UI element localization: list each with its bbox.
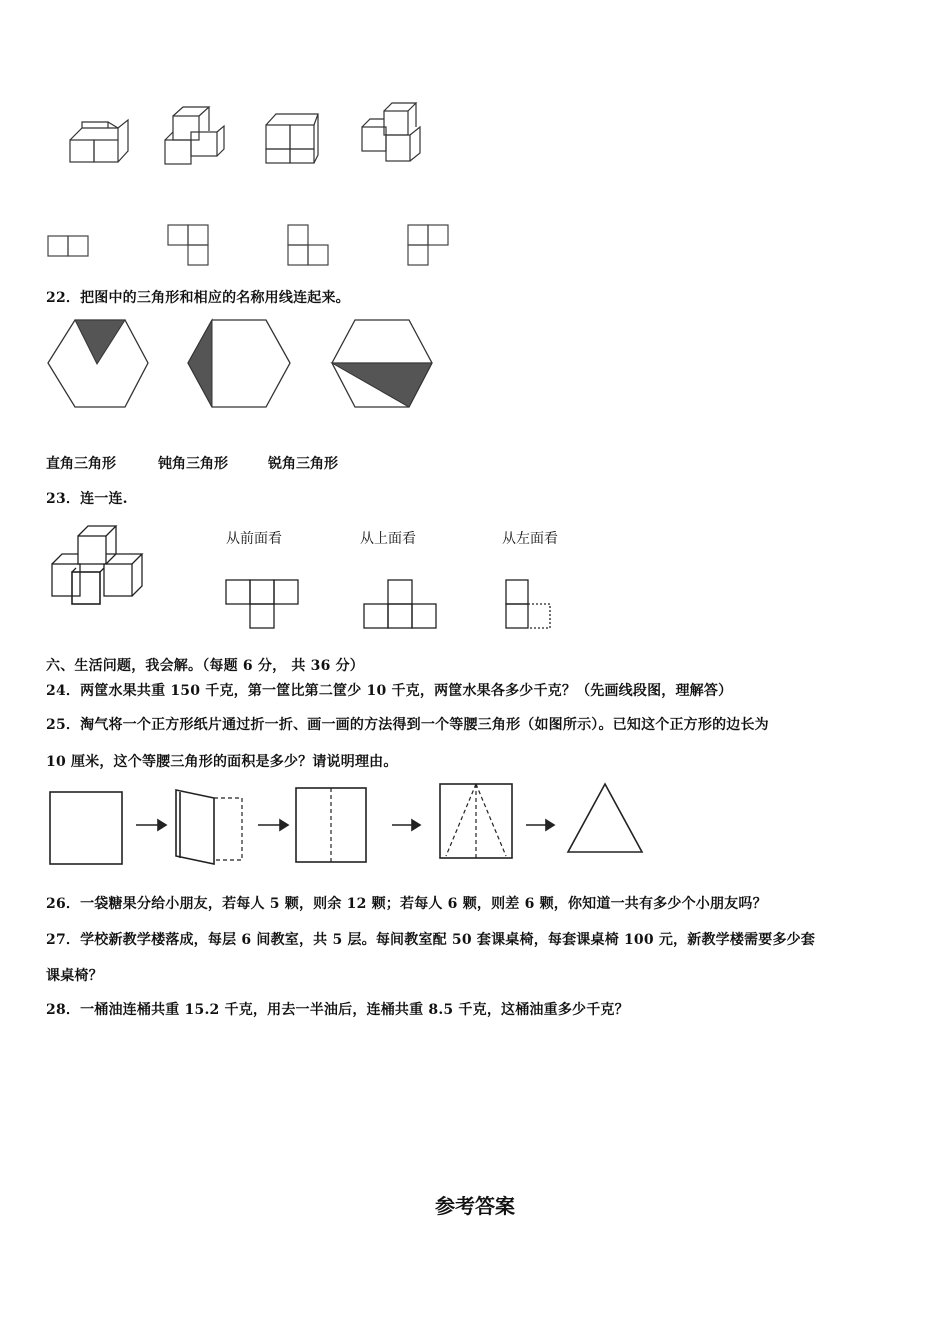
hexagon-2 (188, 320, 290, 407)
cube-figures-row (0, 95, 950, 175)
view-label-left: 从左面看 (502, 531, 558, 547)
view-shape-1 (48, 236, 88, 256)
label-obtuse-triangle: 钝角三角形 (158, 456, 228, 472)
three-views-figures (0, 575, 950, 635)
answer-section-title: 参考答案 (435, 1194, 515, 1218)
view-shape-4 (408, 225, 448, 265)
view-shapes-row (0, 220, 950, 270)
label-acute-triangle: 锐角三角形 (268, 456, 338, 472)
folding-paper (176, 790, 242, 864)
view-label-top: 从上面看 (360, 531, 416, 547)
question-25-line1: 25．淘气将一个正方形纸片通过折一折、画一画的方法得到一个等腰三角形（如图所示）。已知这个正方形的边长为 (46, 717, 769, 733)
square-paper (50, 792, 122, 864)
question-24: 24．两筐水果共重 150 千克，第一筐比第二筐少 10 千克，两筐水果各多少千克？（先画线段图，理解答） (46, 683, 733, 699)
left-view-shape (506, 580, 550, 628)
isosceles-triangle (568, 784, 642, 852)
arrow-3 (392, 820, 420, 830)
arrow-4 (526, 820, 554, 830)
top-view-shape (364, 580, 436, 628)
hexagon-triangles (0, 315, 950, 415)
hexagon-3 (332, 320, 432, 407)
arrow-1 (136, 820, 166, 830)
label-right-triangle: 直角三角形 (46, 456, 116, 472)
cube-figure-2 (165, 107, 224, 164)
section-6-heading: 六、生活问题，我会解。（每题 6 分， 共 36 分） (46, 658, 364, 674)
folded-creased-square (296, 788, 366, 862)
question-27-line2: 课桌椅？ (46, 968, 103, 984)
front-view-shape (226, 580, 298, 628)
question-28: 28．一桶油连桶共重 15.2 千克，用去一半油后，连桶共重 8.5 千克，这桶油重多少千克？ (46, 1002, 629, 1018)
cube-figure-3 (266, 114, 318, 163)
question-25-line2: 10 厘米，这个等腰三角形的面积是多少？请说明理由。 (46, 754, 398, 770)
cube-figure-4 (362, 103, 420, 161)
question-27-line1: 27．学校新教学楼落成，每层 6 间教室，共 5 层。每间教室配 50 套课桌椅，每套课桌椅 100 元，新教学楼需要多少套 (46, 932, 816, 948)
paper-folding-sequence (0, 780, 950, 870)
hexagon-1 (48, 320, 148, 407)
view-shape-2 (168, 225, 208, 265)
arrow-2 (258, 820, 288, 830)
view-label-front: 从前面看 (226, 531, 282, 547)
view-shape-3 (288, 225, 328, 265)
cube-figure-1 (70, 120, 128, 162)
question-26: 26．一袋糖果分给小朋友，若每人 5 颗，则余 12 颗；若每人 6 颗，则差 6 颗，你知道一共有多少个小朋友吗？ (46, 896, 767, 912)
square-with-dashed-triangle (440, 784, 512, 858)
question-23: 23．连一连. (46, 491, 128, 507)
question-22: 22．把图中的三角形和相应的名称用线连起来。 (46, 290, 350, 306)
